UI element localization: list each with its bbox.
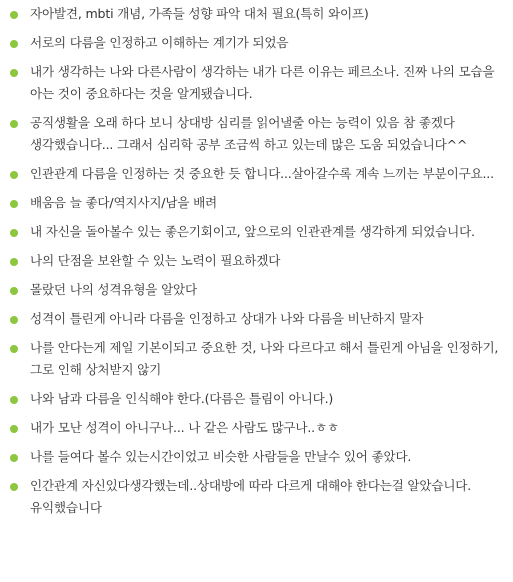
list-item [0,0,513,25]
bullet-dot-icon [10,425,18,433]
bullet-dot-icon [10,11,18,19]
list-item [0,475,513,519]
review-text: 몰랐던 나의 성격유형을 알았다 [30,282,197,297]
review-text: 배움음 늘 좋다/역지사지/남을 배려 [30,195,218,210]
list-item [0,61,513,105]
list-item [0,279,513,301]
review-text: 인관관계 다름을 인정하는 것 중요한 듯 합니다...살아갈수록 계속 느끼는 부분이구요... [30,166,494,181]
review-text: 내가 모난 성격이 아니구나... 나 같은 사람도 많구나..ㅎㅎ [30,420,339,435]
bullet-dot-icon [10,120,18,128]
list-item [0,388,513,410]
bullet-dot-icon [10,454,18,462]
review-text: 성격이 틀린게 아니라 다름을 인정하고 상대가 나와 다름을 비난하지 말자 [30,311,424,326]
bullet-dot-icon [10,345,18,353]
review-text: 내 자신을 돌아볼수 있는 좋은기회이고, 앞으로의 인관관계를 생각하게 되었습니다. [30,224,475,239]
bullet-dot-icon [10,69,18,77]
bullet-dot-icon [10,396,18,404]
review-text: 나를 들여다 볼수 있는시간이었고 비슷한 사람들을 만날수 있어 좋았다. [30,449,412,464]
list-item [0,221,513,243]
review-text: 나의 단점을 보완할 수 있는 노력이 필요하겠다 [30,253,281,268]
review-text: 자아발견, mbti 개념, 가족들 성향 파악 대처 필요(특히 와이프) [30,6,369,21]
bullet-dot-icon [10,171,18,179]
list-item [0,250,513,272]
review-text: 내가 생각하는 나와 다른사람이 생각하는 내가 다른 이유는 페르소나. 진짜 나의 모습을 아는 것이 중요하다는 것을 알게됐습니다. [30,64,495,101]
review-text: 나와 남과 다름을 인식해야 한다.(다름은 틀림이 아니다.) [30,391,334,406]
list-item [0,417,513,439]
bullet-dot-icon [10,200,18,208]
review-text: 공직생활을 오래 하다 보니 상대방 심리를 읽어낼줄 아는 능력이 있음 참 좋겠다 생각했습니다... 그래서 심리학 공부 조금씩 하고 있는데 많은 도움 되었습니다^^ [30,115,468,152]
review-text: 서로의 다름을 인정하고 이해하는 계기가 되었음 [30,35,289,50]
bullet-dot-icon [10,287,18,295]
list-item [0,192,513,214]
list-item [0,446,513,468]
list-item [0,112,513,156]
bullet-dot-icon [10,40,18,48]
list-item [0,163,513,185]
bullet-dot-icon [10,258,18,266]
bullet-dot-icon [10,316,18,324]
list-item [0,337,513,381]
review-text: 나를 안다는게 제일 기본이되고 중요한 것, 나와 다르다고 해서 틀린게 아님을 인정하기, 그로 인해 상처받지 않기 [30,340,499,377]
list-item [0,308,513,330]
bullet-dot-icon [10,229,18,237]
list-item [0,32,513,54]
review-text: 인간관계 자신있다생각했는데..상대방에 따라 다르게 대해야 한다는걸 알았습니다. 유익했습니다 [30,478,472,515]
bullet-dot-icon [10,483,18,491]
